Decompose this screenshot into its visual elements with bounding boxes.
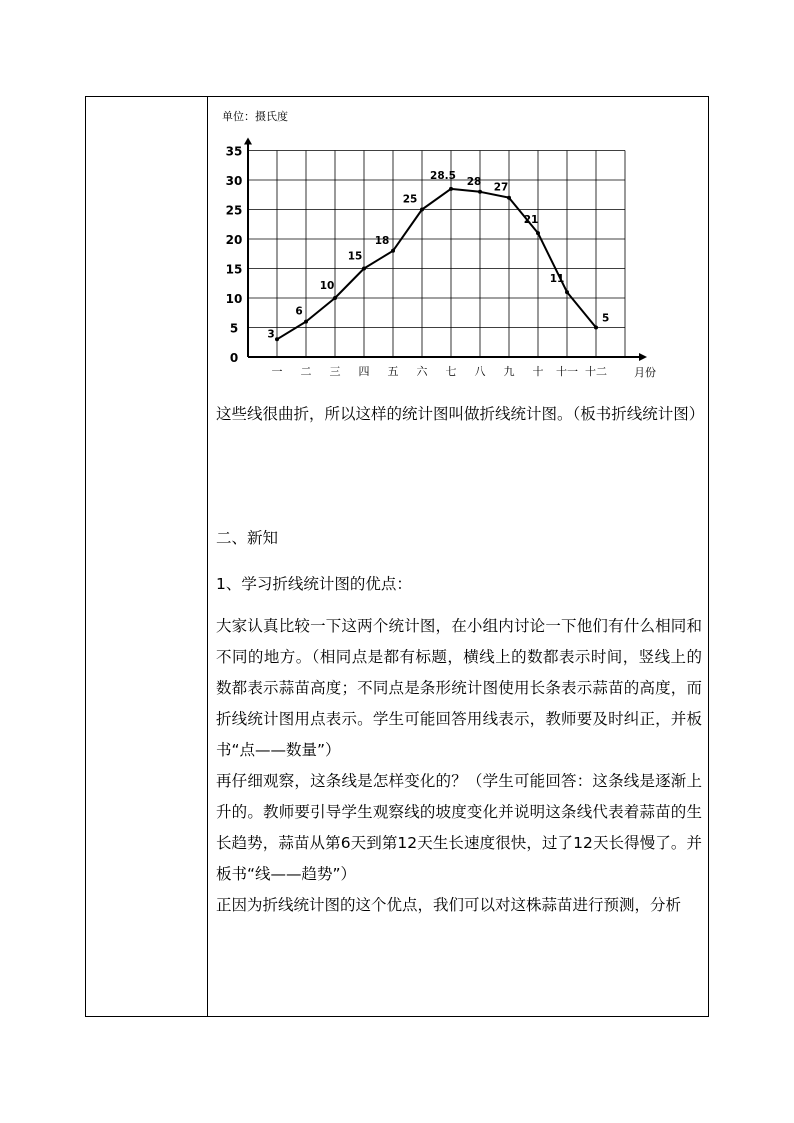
data-label: 27 <box>493 181 509 194</box>
data-point <box>594 326 598 330</box>
y-tick-label: 10 <box>225 292 243 306</box>
line-chart <box>212 101 672 387</box>
paragraph-compare: 大家认真比较一下这两个统计图，在小组内讨论一下他们有什么相同和不同的地方。（相同点是都有标题，横线上的数都表示时间，竖线上的数都表示蒜苗高度；不同点是条形统计图使用长条表示蒜苗的高度，而折线统计图用点表示。学生可能回答用线表示，教师要及时纠正，并板书“点——数量”） <box>216 617 702 759</box>
data-label: 11 <box>549 273 565 286</box>
data-label: 25 <box>402 193 418 206</box>
y-tick-label: 20 <box>225 233 243 247</box>
x-tick-label: 一 <box>271 365 283 378</box>
subsection-heading <box>216 569 702 600</box>
y-axis-arrow <box>244 138 252 145</box>
main-paragraphs <box>216 611 702 921</box>
y-tick-label: 30 <box>225 174 243 188</box>
y-tick-label: 5 <box>229 321 239 336</box>
x-tick-label: 六 <box>416 365 428 378</box>
data-label: 28.5 <box>430 169 456 182</box>
data-point <box>565 290 569 294</box>
paragraph-predict: 正因为折线统计图的这个优点，我们可以对这株蒜苗进行预测，分析 <box>216 896 682 914</box>
lesson-table <box>85 96 709 1017</box>
x-tick-label: 十二 <box>585 365 607 378</box>
data-point <box>536 231 540 235</box>
data-point <box>507 196 511 200</box>
data-points <box>275 187 598 341</box>
line-chart-svg <box>212 101 672 387</box>
y-tick-label: 15 <box>225 262 243 277</box>
data-label: 21 <box>523 214 539 227</box>
x-tick-label: 八 <box>474 365 486 378</box>
data-label: 5 <box>602 312 610 325</box>
data-point <box>391 249 395 253</box>
section-heading-text: 二、新知 <box>216 529 279 547</box>
data-point <box>362 267 366 271</box>
paragraph-observe: 再仔细观察，这条线是怎样变化的？（学生可能回答：这条线是逐渐上升的。教师要引导学生观察线的坡度变化并说明这条线代表着蒜苗的生长趋势，蒜苗从第6天到第12天生长速度很快，过了12天长得慢了。并板书“线——趋势”） <box>216 772 702 883</box>
data-point <box>333 296 337 300</box>
data-point <box>478 190 482 194</box>
section-heading <box>216 523 702 554</box>
series-polyline <box>277 189 596 339</box>
data-point <box>275 337 279 341</box>
y-tick-label: 35 <box>225 144 243 159</box>
unit-label: 单位：摄氏度 <box>222 110 288 123</box>
data-label: 28 <box>466 175 482 188</box>
data-labels <box>267 170 609 340</box>
data-point <box>420 208 424 212</box>
data-label: 15 <box>347 250 363 263</box>
x-tick-labels <box>272 364 608 378</box>
y-tick-labels <box>226 145 243 366</box>
data-point <box>449 187 453 191</box>
x-tick-label: 七 <box>445 365 457 378</box>
y-tick-label: 25 <box>225 203 243 218</box>
x-tick-label: 十一 <box>556 365 578 378</box>
data-label: 18 <box>374 234 390 247</box>
data-label: 3 <box>267 328 275 341</box>
data-point <box>304 320 308 324</box>
table-left-cell <box>86 97 208 1016</box>
subsection-heading-text: 1、学习折线统计图的优点： <box>216 575 412 593</box>
paragraph-intro <box>216 399 705 430</box>
data-label: 6 <box>295 305 303 318</box>
x-tick-label: 十 <box>532 365 544 378</box>
x-axis-arrow <box>639 353 647 361</box>
x-axis-label: 月份 <box>634 366 656 379</box>
x-tick-label: 二 <box>300 365 312 378</box>
x-tick-label: 九 <box>503 365 515 378</box>
paragraph-intro-text: 这些线很曲折，所以这样的统计图叫做折线统计图。（板书折线统计图） <box>216 405 705 423</box>
y-tick-label: 0 <box>229 351 239 365</box>
x-tick-label: 四 <box>358 365 370 378</box>
x-tick-label: 三 <box>329 365 341 378</box>
series-line <box>277 189 596 339</box>
x-tick-label: 五 <box>387 365 399 378</box>
data-label: 10 <box>319 280 335 292</box>
table-right-cell <box>208 97 708 1016</box>
